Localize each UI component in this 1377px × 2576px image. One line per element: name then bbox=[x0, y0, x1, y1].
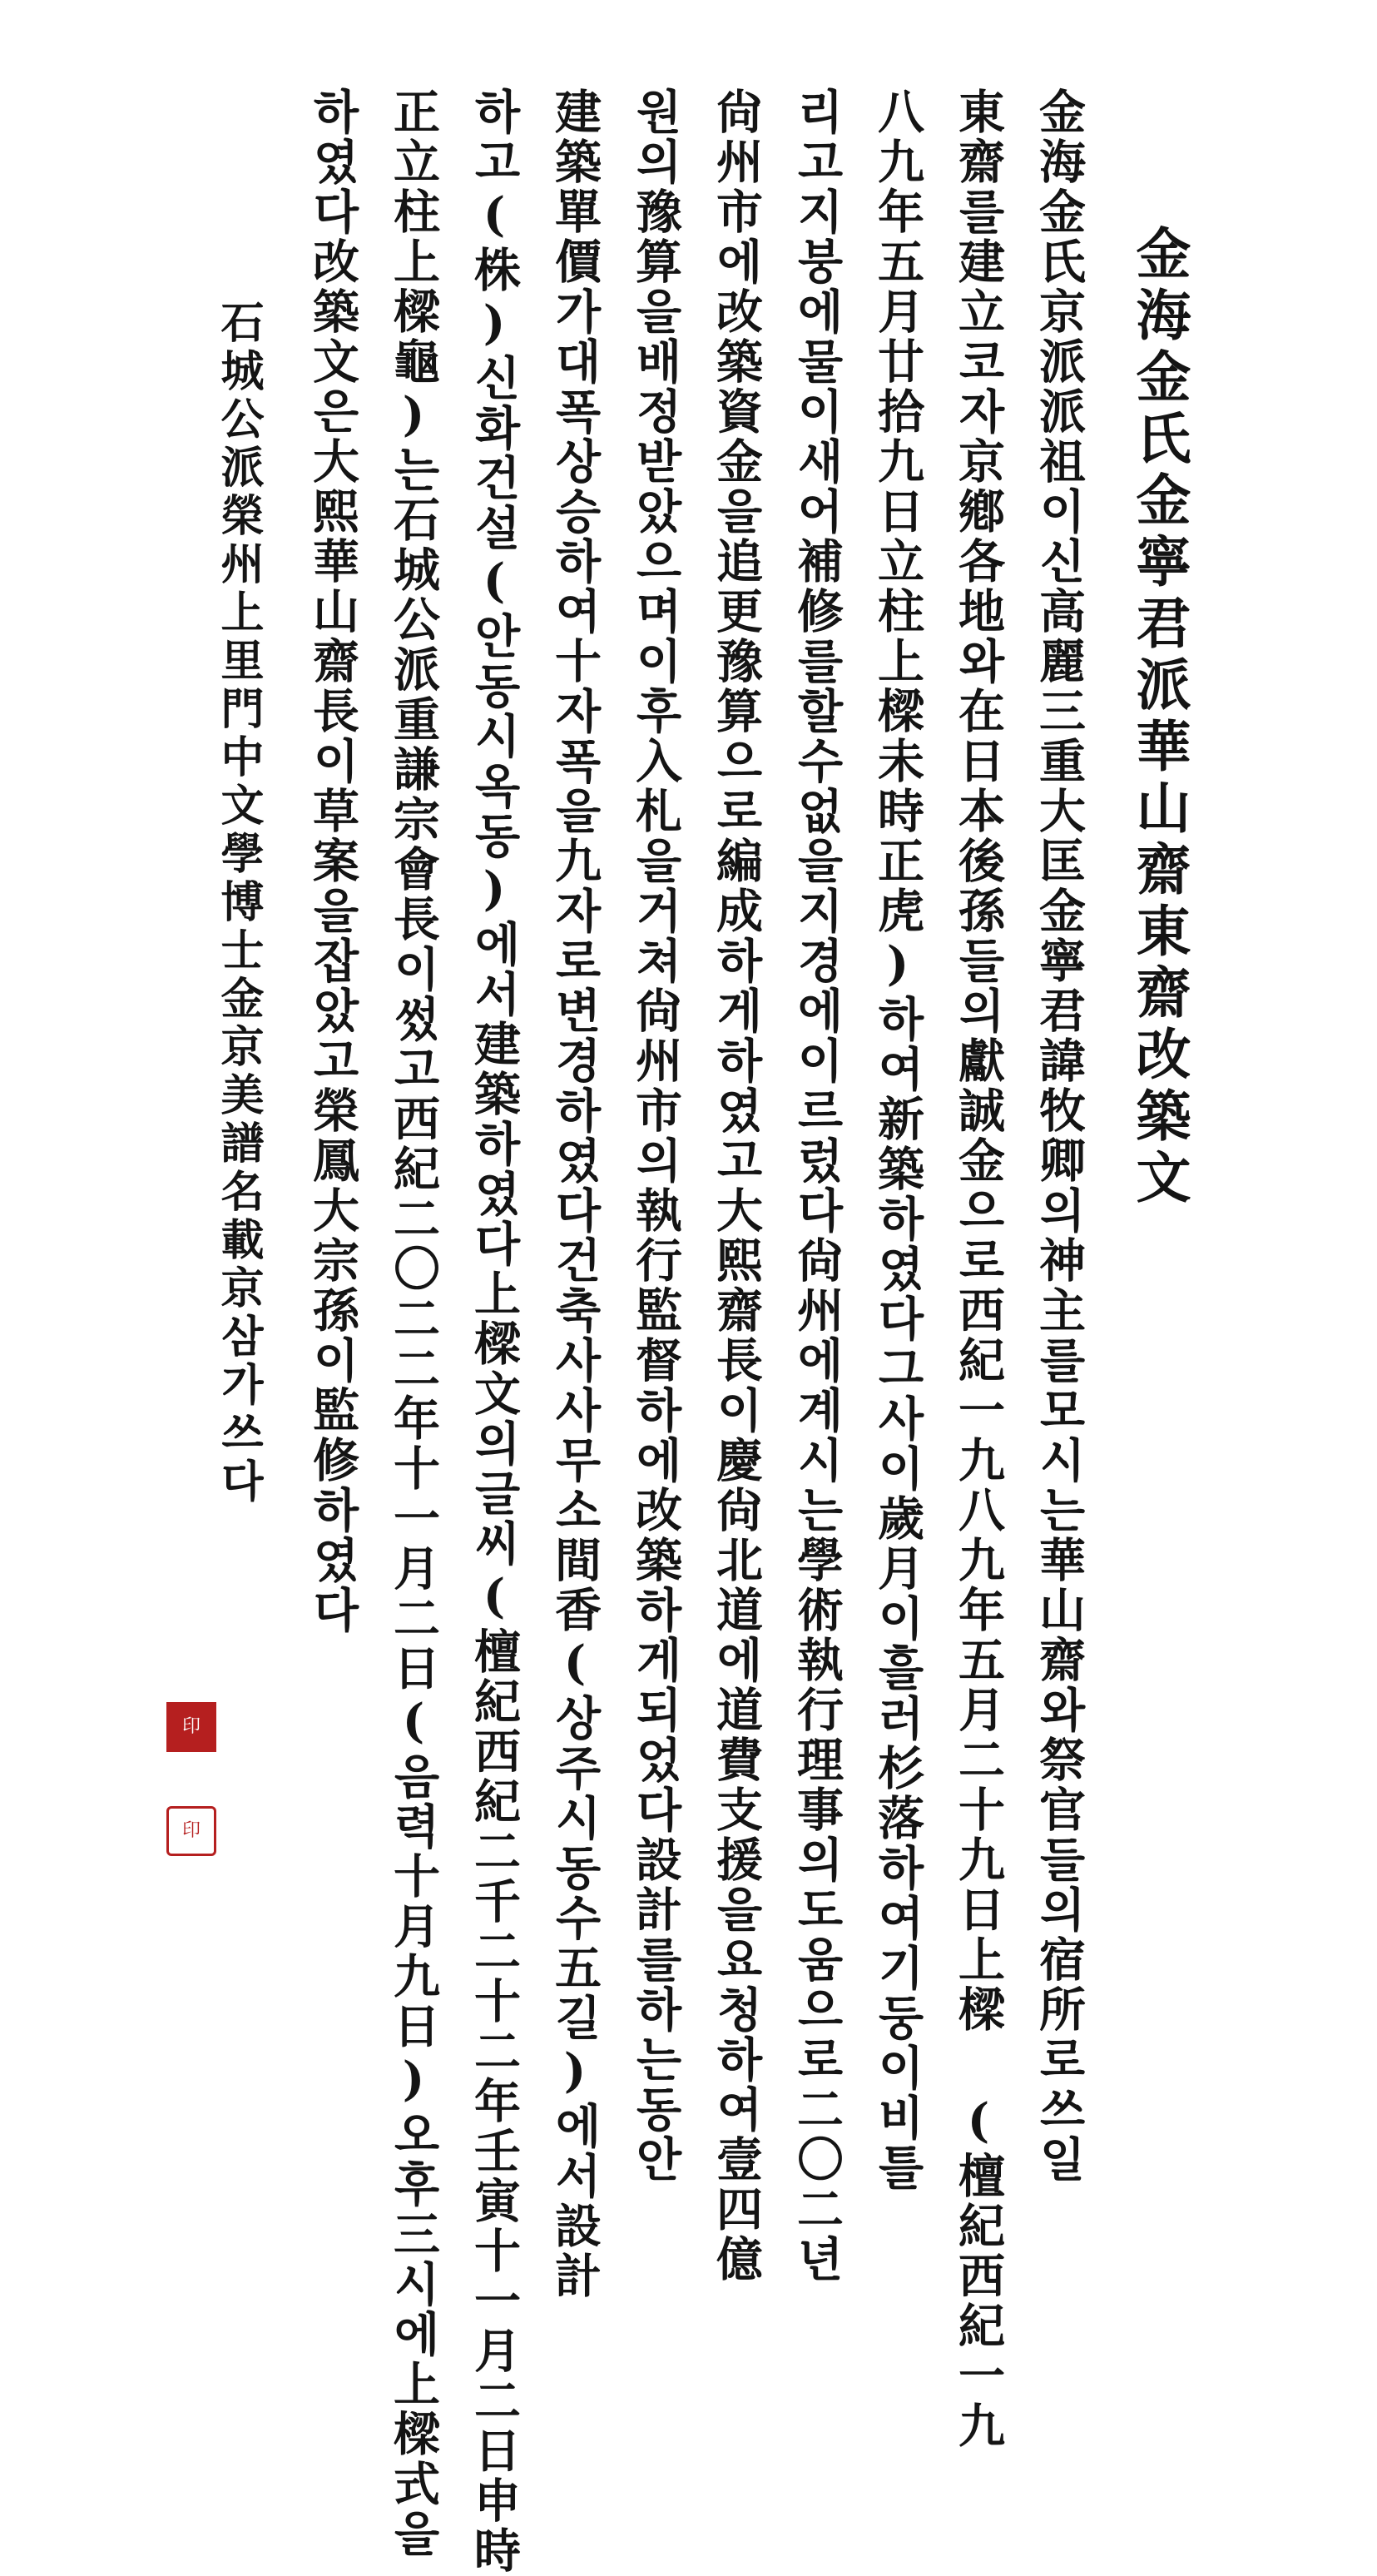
body-column-8: 하고(株)신화건설(안동시옥동)에서建築하였다上樑文의글씨(檀紀西紀二千二十二年壬寅十一月二日申時 bbox=[467, 87, 522, 2576]
body-column-5: 尙州市에改築資金을追更豫算으로編成하게하였고大熙齋長이慶尙北道에道費支援을요청하여壹四億 bbox=[709, 87, 764, 2285]
body-column-4: 리고지붕에물이새어補修를할수없을지경에이르렀다尙州에계시는學術執行理事의도움으로二〇二년 bbox=[790, 87, 845, 2285]
document-title: 金海金氏金寧君派華山齋東齋改築文 bbox=[1127, 225, 1191, 1210]
body-column-10: 하였다改築文은大熙華山齋長이草案을잡았고榮鳳大宗孫이監修하였다 bbox=[305, 87, 360, 1635]
red-seal-stamp-square: 印 bbox=[166, 1702, 216, 1752]
body-column-2: 東齋를建立코자京鄕各地와在日本後孫들의獻誠金으로西紀一九八九年五月二十九日上樑 (檀紀西紀一九 bbox=[951, 87, 1006, 2451]
red-seal-stamp-outline: 印 bbox=[166, 1806, 216, 1856]
body-column-1: 金海金氏京派派祖이신高麗三重大匡金寧君諱牧卿의神主를모시는華山齋와祭官들의宿所로쓰일 bbox=[1032, 87, 1087, 2185]
body-column-7: 建築單價가대폭상승하여十자폭을九자로변경하였다건축사사무소間香(상주시동수五길)에서設計 bbox=[547, 87, 602, 2301]
body-column-6: 원의豫算을배정받았으며이후入札을거쳐尙州市의執行監督하에改築하게되었다設計를하는동안 bbox=[628, 87, 683, 2185]
body-column-9: 正立柱上樑龜)는石城公派重謙宗會長이썼고西紀二〇二二年十一月二日(음력十月九日)오후三시에上樑式을 bbox=[386, 87, 441, 2559]
signature-column: 石城公派榮州上里門中文學博士金京美譜名載京삼가쓰다 bbox=[213, 300, 264, 1506]
body-column-3: 八九年五月廿拾九日立柱上樑未時正虎)하여新築하였다그사이歲月이흘러杉落하여기둥이비틀 bbox=[870, 87, 925, 2193]
